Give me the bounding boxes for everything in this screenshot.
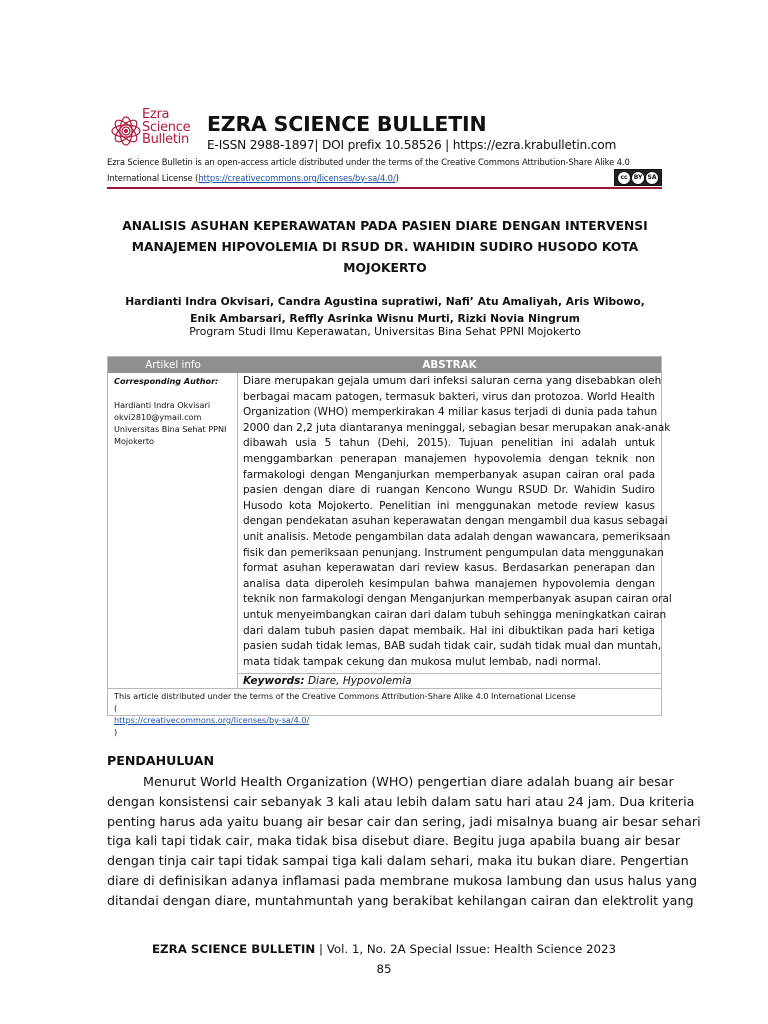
- logo-line: Bulletin: [142, 132, 189, 147]
- flower-logo-icon: [110, 115, 142, 147]
- body-line: tiga kali tapi tidak cair, maka tidak bisa disebut diare. Begitu juga apabila buang air besar: [107, 833, 681, 849]
- table-header: [108, 357, 661, 373]
- author-name: Hardianti Indra Okvisari: [114, 400, 211, 410]
- body-line: ditandai dengan diare, muntahmuntah yang berakibat kehilangan cairan dan elektrolit yang: [107, 892, 694, 908]
- author-institution: Mojokerto: [114, 436, 154, 446]
- body-line: penting harus ada yaitu buang air besar cair dan sering, jadi misalnya buang air besar sehari: [107, 813, 701, 829]
- license-text-line2: [107, 171, 663, 187]
- cc-license-badge[interactable]: [614, 169, 662, 186]
- abstract-line: farmakologi dengan Menganjurkan memperbanyak asupan cairan oral pada: [243, 468, 655, 481]
- affiliation: Program Studi Ilmu Keperawatan, Universitas Bina Sehat PPNI Mojokerto: [189, 325, 581, 338]
- corresponding-author-block: [114, 375, 236, 447]
- table-license-text: This article distributed under the terms of the Creative Commons Attribution-Share Alike 4.0 International License: [114, 691, 576, 701]
- abstract-line: teknik non farmakologi dengan Menganjurkan memperbanyak asupan cairan oral: [243, 593, 672, 606]
- body-line: dengan konsistensi cair sebanyak 3 kali atau lebih dalam satu hari atau 24 jam. Dua kriteria: [107, 793, 695, 809]
- abstract-line: dari dalam tubuh pasien dapat membaik. Hal ini dibuktikan pada hari ketiga: [243, 624, 655, 637]
- body-line: diare di definisikan adanya inflamasi pada membrane mukosa lambung dan usus halus yang: [107, 872, 697, 888]
- author-line: Enik Ambarsari, Reffly Asrinka Wisnu Murti, Rizki Novia Ningrum: [190, 311, 580, 325]
- title-line: MOJOKERTO: [343, 261, 427, 275]
- body-line: dengan tinja cair tapi tidak sampai tiga kali dalam sehari, maka itu bukan diare. Pengertian: [107, 853, 689, 869]
- title-line: ANALISIS ASUHAN KEPERAWATAN PADA PASIEN DIARE DENGAN INTERVENSI: [122, 219, 648, 233]
- page-footer: [0, 942, 768, 956]
- table-license-link[interactable]: https://creativecommons.org/licenses/by-sa/4.0/: [114, 715, 310, 725]
- by-icon: BY: [631, 171, 645, 185]
- author-institution: Universitas Bina Sehat PPNI: [114, 424, 227, 434]
- article-title: [107, 216, 663, 279]
- abstract-line: fisik dan pemeriksaan penunjang. Instrument pengumpulan data menggunakan: [243, 546, 664, 559]
- body-line: Menurut World Health Organization (WHO) pengertian diare adalah buang air besar: [143, 774, 674, 789]
- author-email: okvi2810@ymail.com: [114, 412, 202, 422]
- corresponding-author-label: Corresponding Author:: [114, 376, 219, 386]
- license-link[interactable]: https://creativecommons.org/licenses/by-sa/4.0/: [198, 172, 396, 183]
- journal-meta: E-ISSN 2988-1897| DOI prefix 10.58526 | https://ezra.krabulletin.com: [207, 138, 617, 152]
- table-footer-divider: [108, 688, 661, 689]
- keywords-label: Keywords:: [243, 675, 305, 687]
- abstract-line: Diare merupakan gejala umum dari infeksi saluran cerna yang disebabkan oleh: [243, 375, 662, 387]
- license-prefix: (: [114, 703, 118, 713]
- abstract-line: unit analisis. Metode pengambilan data adalah dengan wawancara, pemeriksaan: [243, 530, 671, 543]
- body-paragraph: [107, 772, 701, 911]
- abstract-line: pasien sudah tidak lemas, BAB sudah tidak cair, sudah tidak mual dan muntah,: [243, 640, 662, 653]
- license-text: Ezra Science Bulletin is an open-access article distributed under the terms of the Creative Commons Attribution-Share Alike 4.0: [107, 157, 630, 167]
- cc-icon: cc: [617, 171, 631, 185]
- article-info-table: [107, 356, 672, 737]
- sa-icon: SA: [645, 171, 659, 185]
- table-license-notice: [114, 690, 659, 738]
- title-line: MANAJEMEN HIPOVOLEMIA DI RSUD DR. WAHIDIN SUDIRO HUSODO KOTA: [131, 240, 639, 254]
- header-license-notice: [107, 155, 663, 186]
- abstract-line: format asuhan keperawatan dari review kasus. Berdasarkan penerapan dan: [243, 562, 655, 575]
- abstract-line: analisa data diperoleh kesimpulan bahwa manajemen hypovolemia dengan: [243, 577, 655, 590]
- abstract-line: 2000 dan 2,2 juta diantaranya meninggal, sebagian besar merupakan anak-anak: [243, 421, 671, 434]
- abstract-line: dengan pendekatan asuhan keperawatan dengan mengambil dua kasus sebagai: [243, 515, 668, 528]
- license-suffix: ): [395, 172, 399, 183]
- abstract-line: berbagai macam patogen, termasuk bakteri, virus dan protozoa. World Health: [243, 390, 655, 403]
- header-rule: [107, 187, 662, 189]
- author-list: [107, 294, 663, 327]
- logo-wordmark: [142, 109, 202, 147]
- journal-logo: [110, 109, 200, 157]
- column-divider: [237, 373, 238, 689]
- author-line: Hardianti Indra Okvisari, Candra Agustina supratiwi, Nafi’ Atu Amaliyah, Aris Wibowo,: [125, 295, 645, 308]
- journal-name: EZRA SCIENCE BULLETIN: [207, 112, 487, 136]
- page-number: 85: [376, 962, 392, 976]
- article-info-heading: Artikel info: [145, 359, 201, 371]
- footer-journal: EZRA SCIENCE BULLETIN: [152, 942, 316, 956]
- abstract-line: mata tidak tampak cekung dan mukosa mulut lembab, nadi normal.: [243, 655, 602, 668]
- abstract-line: Husodo kota Mojokerto. Penelitian ini menggunakan metode review kasus: [243, 499, 655, 512]
- abstract-line: untuk menyeimbangkan cairan dari dalam tubuh sehingga meningkatkan cairan: [243, 608, 667, 621]
- abstract-heading: ABSTRAK: [422, 359, 477, 371]
- logo-line: Science: [142, 119, 191, 135]
- license-suffix: ): [114, 727, 118, 737]
- abstract-line: pasien dengan diare di ruangan Kencono Wungu RSUD Dr. Wahidin Sudiro: [243, 484, 655, 497]
- keywords-value: Diare, Hypovolemia: [307, 675, 412, 687]
- table-license-line2: [114, 702, 659, 738]
- abstract-text: [243, 374, 672, 670]
- logo-line: Ezra: [142, 107, 170, 122]
- abstract-line: dibawah usia 5 tahun (Dehi, 2015). Tujuan penelitian ini adalah untuk: [243, 437, 655, 450]
- footer-issue: | Vol. 1, No. 2A Special Issue: Health Science 2023: [315, 942, 616, 956]
- abstract-line: Organization (WHO) memperkirakan 4 miliar kasus terjadi di dunia pada tahun: [243, 406, 658, 419]
- section-heading: PENDAHULUAN: [107, 753, 215, 768]
- keywords-row: [243, 674, 412, 689]
- abstract-line: menggambarkan penerapan manajemen hypovolemia dengan teknik non: [243, 452, 655, 465]
- license-prefix: International License (: [107, 172, 199, 183]
